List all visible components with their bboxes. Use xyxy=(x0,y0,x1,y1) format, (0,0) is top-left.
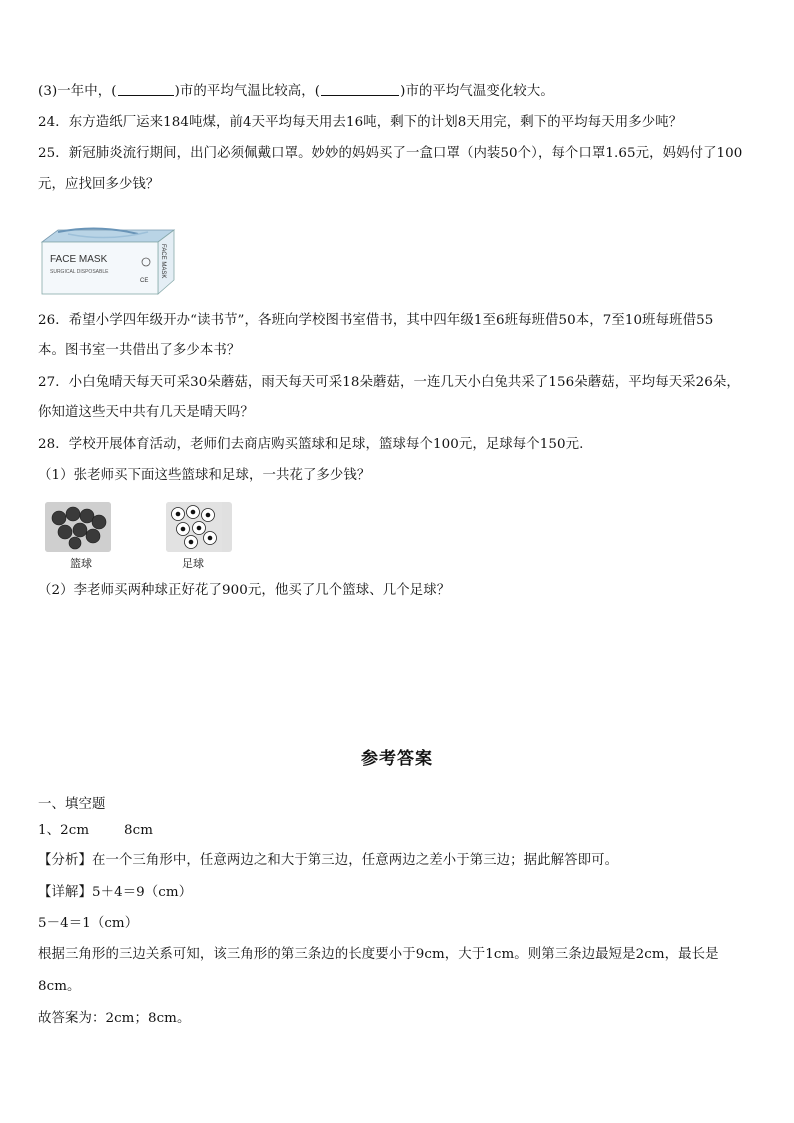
q23-mid: )市的平均气温比较高，( xyxy=(174,84,321,99)
question-27-line1: 27．小白兔晴天每天可采30朵蘑菇，雨天每天可采18朵蘑菇，一连几天小白兔共采了156朵蘑菇，平均每天采26朵， xyxy=(38,375,740,390)
question-28-line1: 28．学校开展体育活动，老师们去商店购买篮球和足球，篮球每个100元，足球每个150元. xyxy=(38,437,584,452)
football-caption: 足球 xyxy=(182,557,204,570)
answer-1-explanation-line1: 根据三角形的三边关系可知，该三角形的第三条边的长度要小于9cm，大于1cm。则第三条边最短是2cm，最长是 xyxy=(38,947,719,962)
mask-box-label: FACE MASK xyxy=(50,254,108,265)
face-mask-box-image xyxy=(38,222,178,300)
answer-1-explanation-line2: 8cm。 xyxy=(38,979,81,994)
question-26-line2: 本。图书室一共借出了多少本书？ xyxy=(38,343,241,358)
question-25-line2: 元，应找回多少钱？ xyxy=(38,177,160,192)
question-24: 24．东方造纸厂运来184吨煤，前4天平均每天用去16吨，剩下的计划8天用完，剩下的平均每天用多少吨？ xyxy=(38,115,683,130)
answers-title: 参考答案 xyxy=(361,749,433,769)
answers-section-heading: 一、填空题 xyxy=(38,797,106,812)
svg-text:CE: CE xyxy=(140,278,149,284)
question-28-part1: （1）张老师买下面这些篮球和足球，一共花了多少钱？ xyxy=(38,468,371,483)
answer-1-calc: 5－4＝1（cm） xyxy=(38,916,139,931)
q23-suffix: )市的平均气温变化较大。 xyxy=(400,84,554,99)
question-26-line1: 26．希望小学四年级开办“读书节”，各班向学校图书室借书，其中四年级1至6班每班借50本，7至10班每班借55 xyxy=(38,313,714,328)
answer-1-final: 故答案为：2cm；8cm。 xyxy=(38,1011,191,1026)
question-27-line2: 你知道这些天中共有几天是晴天吗？ xyxy=(38,405,254,420)
answer-1-detail: 【详解】5＋4＝9（cm） xyxy=(38,885,193,900)
footballs-image xyxy=(166,502,232,552)
question-28-part2: （2）李老师买两种球正好花了900元，他买了几个篮球、几个足球？ xyxy=(38,583,451,598)
answer-blank-2[interactable] xyxy=(321,82,399,96)
basketballs-image xyxy=(45,502,111,552)
svg-text:SURGICAL DISPOSABLE: SURGICAL DISPOSABLE xyxy=(50,269,109,275)
answer-blank-1[interactable] xyxy=(118,82,174,96)
basketball-caption: 篮球 xyxy=(70,557,92,570)
svg-text:FACE MASK: FACE MASK xyxy=(160,244,166,279)
answer-1: 1、2cm 8cm xyxy=(38,823,153,838)
q23-prefix: (3)一年中，( xyxy=(38,84,117,99)
question-25-line1: 25．新冠肺炎流行期间，出门必须佩戴口罩。妙妙的妈妈买了一盒口罩（内装50个），每个口罩1.65元，妈妈付了100 xyxy=(38,146,743,161)
question-23-part3 xyxy=(38,82,756,101)
answer-1-analysis: 【分析】在一个三角形中，任意两边之和大于第三边，任意两边之差小于第三边；据此解答即可。 xyxy=(38,853,619,868)
